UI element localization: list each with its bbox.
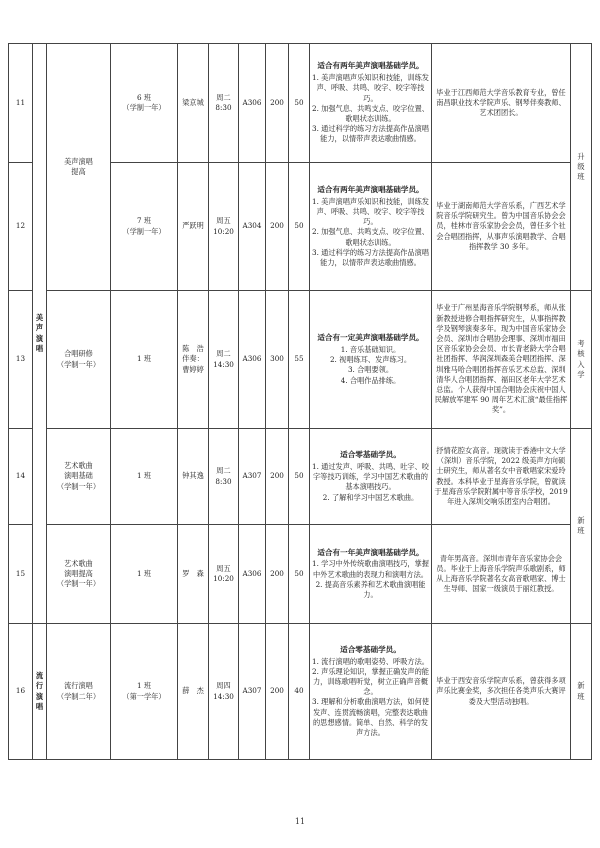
teacher-bio: 毕业于广州星海音乐学院钢琴系，师从张新教授进修合唱指挥研究生，从事指挥教学及钢琴演奏多年。现为中国音乐家协会会员、深圳市合唱协会理事、深圳市福田区音乐家协会会员、市长青老龄大学合唱社团指挥、华润深圳森美合唱团指挥、深圳雅马哈合唱团指挥音乐艺术总监、深圳清华人合唱团指挥、福田区老年大学艺术总监。个人获得中国合唱协会庆祝中国人民解放军建军 90 周年艺术汇演“最佳指挥奖”。 bbox=[432, 291, 571, 429]
classroom: A306 bbox=[239, 525, 266, 624]
fee: 200 bbox=[266, 525, 289, 624]
seat-count: 55 bbox=[289, 291, 310, 429]
class-time: 周五 10:20 bbox=[209, 525, 239, 624]
fee: 200 bbox=[266, 429, 289, 525]
row-number: 12 bbox=[9, 163, 33, 291]
class-name: 1 班 bbox=[111, 429, 178, 525]
seat-count: 50 bbox=[289, 44, 310, 163]
teacher-name: 梁京城 bbox=[178, 44, 209, 163]
class-name: 1 班 （第一学年） bbox=[111, 624, 178, 760]
course-description: 适合有两年美声演唱基础学员。 1. 美声演唱声乐知识和技能，训练发声、呼吸、共鸣、咬字、咬字等技巧。 2. 加强气息、共鸣支点、咬字位置、歌唱状态训练。 3. 通过科学的练习方法提高作品演唱能力，以情带声表达歌曲情感。 bbox=[310, 44, 432, 163]
table-row bbox=[9, 525, 592, 624]
teacher-bio: 抒情花腔女高音。现就读于香港中文大学（深圳）音乐学院，2022 级美声方向硕士研究生，师从著名女中音歌唱家宋爱玲教授。本科毕业于星海音乐学院，曾就读于星海音乐学院附属中等音乐学校，2019 年进入深圳交响乐团室内合唱团。 bbox=[432, 429, 571, 525]
teacher-name: 陈 浩 伴奏： 曹婷婷 bbox=[178, 291, 209, 429]
row-number: 13 bbox=[9, 291, 33, 429]
class-note: 考 核 入 学 bbox=[571, 291, 592, 429]
fee: 200 bbox=[266, 44, 289, 163]
table-row bbox=[9, 624, 592, 760]
class-note: 新 班 bbox=[571, 429, 592, 624]
class-time: 周二 14:30 bbox=[209, 291, 239, 429]
table-row bbox=[9, 44, 592, 163]
course-schedule-table bbox=[8, 43, 592, 760]
class-name: 7 班 （学制一年） bbox=[111, 163, 178, 291]
fee: 200 bbox=[266, 163, 289, 291]
course-description: 适合有两年美声演唱基础学员。 1. 美声演唱声乐知识和技能，训练发声、呼吸、共鸣、咬字、咬字等技巧。 2. 加强气息、共鸣支点、咬字位置、歌唱状态训练。 3. 通过科学的练习方法提高作品演唱能力，以情带声表达歌曲情感。 bbox=[310, 163, 432, 291]
class-note: 升 级 班 bbox=[571, 44, 592, 291]
classroom: A306 bbox=[239, 291, 266, 429]
teacher-bio: 毕业于西安音乐学院声乐系，曾获得多项声乐比赛金奖，多次担任各类声乐大赛评委及大型活动独唱。 bbox=[432, 624, 571, 760]
teacher-bio: 青年男高音。深圳市青年音乐家协会会员。毕业于上海音乐学院声乐歌剧系，师从上海音乐学院著名女高音歌唱家、博士生导师、国家一级演员于丽红教授。 bbox=[432, 525, 571, 624]
class-name: 6 班 （学制一年） bbox=[111, 44, 178, 163]
teacher-name: 严跃明 bbox=[178, 163, 209, 291]
classroom: A307 bbox=[239, 429, 266, 525]
class-time: 周五 10:20 bbox=[209, 163, 239, 291]
teacher-name: 薛 杰 bbox=[178, 624, 209, 760]
course-name: 流行演唱 （学制二年） bbox=[47, 624, 111, 760]
course-description: 适合零基础学员。 1. 通过发声、呼吸、共鸣、吐字、咬字等技巧训练，学习中国艺术歌曲的基本演唱技巧。 2. 了解和学习中国艺术歌曲。 bbox=[310, 429, 432, 525]
teacher-bio: 毕业于湖南师范大学音乐系，广西艺术学院音乐学院研究生。曾为中国音乐协会会员，桂林市音乐家协会会员，曾任多个社会合唱团指挥，从事声乐演唱教学、合唱指挥教学 30 多年。 bbox=[432, 163, 571, 291]
row-number: 14 bbox=[9, 429, 33, 525]
classroom: A306 bbox=[239, 44, 266, 163]
course-description: 适合有一定美声演唱基础学员。 1. 音乐基础知识。 2. 视唱练耳、发声练习。 3. 合唱要领。 4. 合唱作品排练。 bbox=[310, 291, 432, 429]
seat-count: 50 bbox=[289, 163, 310, 291]
row-number: 16 bbox=[9, 624, 33, 760]
category-pop: 流 行 演 唱 bbox=[33, 624, 47, 760]
class-time: 周二 8:30 bbox=[209, 429, 239, 525]
category-vocal: 美 声 演 唱 bbox=[33, 44, 47, 624]
table-row bbox=[9, 429, 592, 525]
class-name: 1 班 bbox=[111, 525, 178, 624]
course-name: 美声演唱 提高 bbox=[47, 44, 111, 291]
course-description: 适合零基础学员。 1. 流行演唱的歌唱姿势、呼吸方法。 2. 声乐理论知识，掌握正确发声的能力，训练歌唱听觉，树立正确声音概念。 3. 理解和分析歌曲演唱方法，如何使发声、连贯流畅演唱，完整表达歌曲的思想感情。简单、自然、科学的发声方法。 bbox=[310, 624, 432, 760]
row-number: 11 bbox=[9, 44, 33, 163]
classroom: A304 bbox=[239, 163, 266, 291]
class-note: 新 班 bbox=[571, 624, 592, 760]
class-time: 周二 8:30 bbox=[209, 44, 239, 163]
class-time: 周四 14:30 bbox=[209, 624, 239, 760]
fee: 200 bbox=[266, 624, 289, 760]
table-row bbox=[9, 291, 592, 429]
teacher-bio: 毕业于江西师范大学音乐教育专业，曾任南昌职业技术学院声乐、钢琴伴奏教师、艺术团团长。 bbox=[432, 44, 571, 163]
teacher-name: 钟其逸 bbox=[178, 429, 209, 525]
seat-count: 50 bbox=[289, 525, 310, 624]
course-name: 艺术歌曲 演唱基础 （学制一年） bbox=[47, 429, 111, 525]
course-name: 合唱研修 （学制一年） bbox=[47, 291, 111, 429]
seat-count: 40 bbox=[289, 624, 310, 760]
seat-count: 50 bbox=[289, 429, 310, 525]
course-description: 适合有一年美声演唱基础学员。 1. 学习中外传统歌曲演唱技巧，掌握中外艺术歌曲的表现力和演唱方法。 2. 提高音乐素养和艺术歌曲演唱能力。 bbox=[310, 525, 432, 624]
classroom: A307 bbox=[239, 624, 266, 760]
fee: 300 bbox=[266, 291, 289, 429]
row-number: 15 bbox=[9, 525, 33, 624]
teacher-name: 罗 森 bbox=[178, 525, 209, 624]
page-number: 11 bbox=[294, 817, 306, 826]
course-name: 艺术歌曲 演唱提高 （学制一年） bbox=[47, 525, 111, 624]
class-name: 1 班 bbox=[111, 291, 178, 429]
